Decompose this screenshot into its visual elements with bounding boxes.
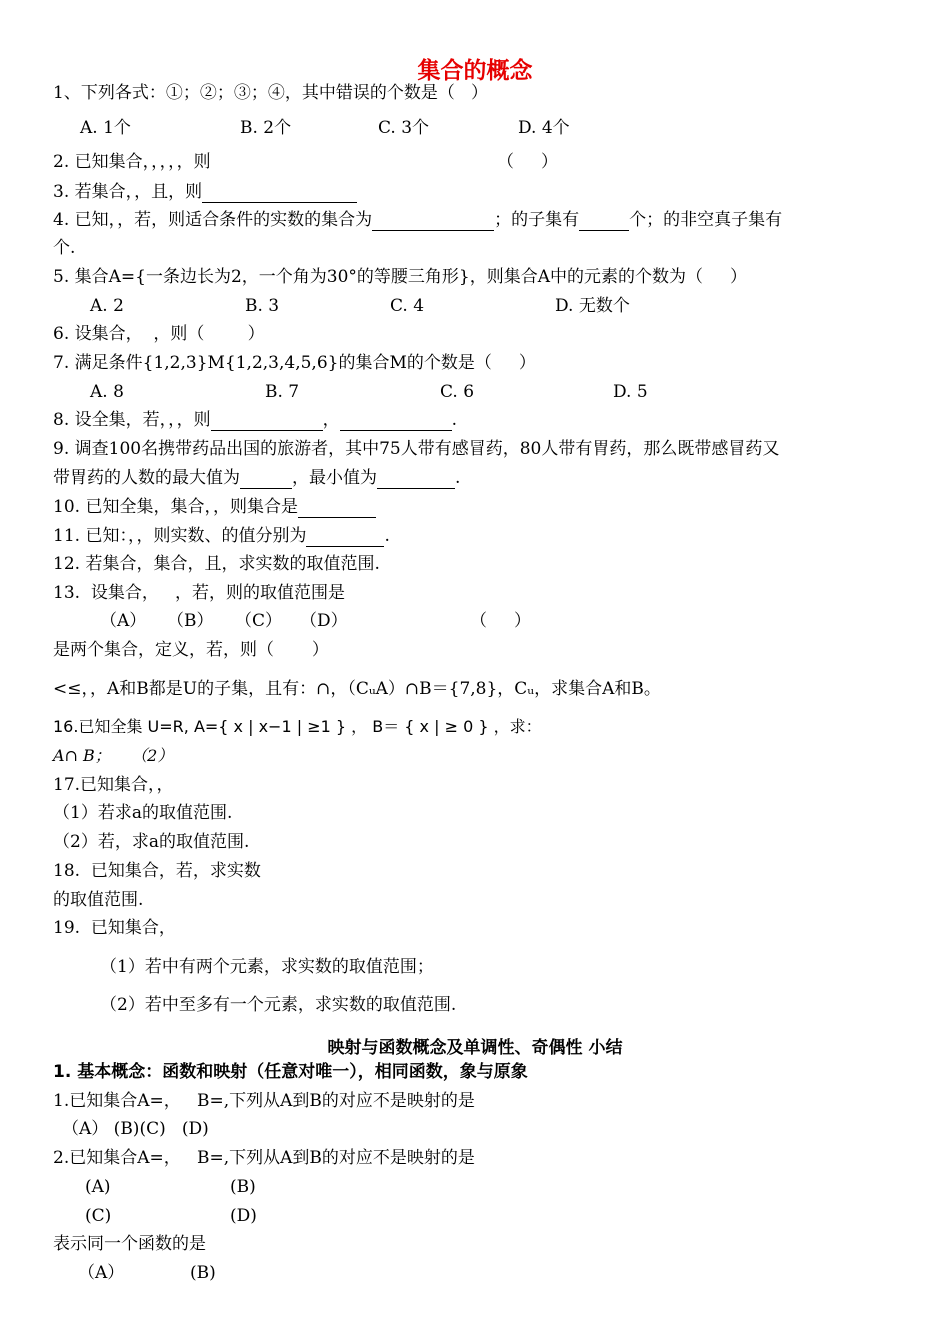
q7-option-b: B. 7 [265,382,300,402]
answer-blank [372,212,494,231]
problem-3: 表示同一个函数的是 [53,1234,206,1254]
problem-2-option-b: (B) [230,1177,256,1197]
question-11-text-a: 11. 已知：，，则实数、的值分别为 [53,526,307,546]
question-17-part-2: （2）若，求a的取值范围. [53,832,250,852]
question-17: 17.已知集合，， [53,775,174,795]
q13-option-d: （D） [300,611,348,631]
page-title: 集合的概念 [417,58,533,84]
question-19-part-1: （1）若中有两个元素，求实数的取值范围； [100,957,434,977]
question-10 [53,496,376,518]
question-1 [53,82,488,104]
question-3-text: 3. 若集合，，且，则 [53,182,203,202]
question-8-text-a: 8. 设全集，若，，，则 [53,410,211,430]
question-4-text-c: 个；的非空真子集有 [629,210,783,230]
question-8-text-c: . [451,410,458,430]
question-9-text-c: ，最小值为 [292,468,377,488]
question-9: 9. 调查100名携带药品出国的旅游者，其中75人带有感冒药，80人带有胃药，那么既带感冒药又 [53,439,780,459]
question-8 [53,409,457,431]
question-3 [53,181,357,203]
answer-blank [298,499,376,518]
question-16: 16.已知全集 U=R, A={ x | x−1 | ≥1 } ， B＝ { x | ≥ 0 } ，求： [53,717,542,736]
problem-3-option-a: （A） [78,1263,125,1283]
question-2: 2. 已知集合，，，，，则 [53,152,211,172]
answer-blank [202,184,357,203]
question-19-part-2: （2）若中至多有一个元素，求实数的取值范围. [100,995,457,1015]
question-1-text: 1、下列各式：①；②；③；④，其中错误的个数是（ ） [53,83,489,103]
question-18-cont: 的取值范围. [53,890,144,910]
q5-option-a: A. 2 [90,296,124,316]
problem-1: 1.已知集合A=， B=,下列从A到B的对应不是映射的是 [53,1091,475,1111]
q5-option-d: D. 无数个 [555,296,630,316]
q13-option-c: （C） [235,611,283,631]
question-7: 7. 满足条件{1,2,3}M{1,2,3,4,5,6}的集合M的个数是（ ） [53,353,536,373]
answer-blank [377,470,455,489]
problem-2-option-d: (D) [230,1206,257,1226]
q1-option-c: C. 3个 [378,118,430,138]
q5-option-b: B. 3 [245,296,280,316]
answer-blank [240,470,292,489]
answer-blank [306,528,384,547]
question-9-text-d: . [455,468,461,488]
question-11 [53,525,390,547]
question-4 [53,209,782,231]
q7-option-c: C. 6 [440,382,475,402]
q1-option-b: B. 2个 [240,118,292,138]
question-12: 12. 若集合，集合，且，求实数的取值范围. [53,554,380,574]
question-17-part-1: （1）若求a的取值范围. [53,803,233,823]
question-4-text-b: ；的子集有 [494,210,580,230]
q5-option-c: C. 4 [390,296,425,316]
answer-blank [579,212,629,231]
q13-option-b: （B） [167,611,214,631]
question-14: 是两个集合，定义，若，则（ ） [53,640,329,660]
q7-option-d: D. 5 [613,382,648,402]
question-16-cont: A∩ B； （2） [53,746,174,765]
section-heading-1: 1. 基本概念：函数和映射（任意对唯一），相同函数，象与原象 [53,1062,528,1082]
problem-2-option-a: (A) [85,1177,111,1197]
problem-2: 2.已知集合A=， B=,下列从A到B的对应不是映射的是 [53,1148,475,1168]
question-4-text-a: 4. 已知，，若，则适合条件的实数的集合为 [53,210,373,230]
question-5: 5. 集合A={一条边长为2，一个角为30°的等腰三角形}，则集合A中的元素的个数为（ ） [53,267,748,287]
question-13: 13. 设集合， ，若，则的取值范围是 [53,583,346,603]
problem-3-option-b: (B) [190,1263,216,1283]
question-11-text-b: . [384,526,390,546]
question-4-cont: 个. [53,238,76,258]
problem-2-option-c: (C) [85,1206,112,1226]
question-6: 6. 设集合， ，则（ ） [53,324,265,344]
question-9-cont [53,467,460,489]
q13-answer-paren: （ ） [470,611,532,631]
answer-blank [211,412,323,431]
question-19: 19. 已知集合， [53,918,176,938]
q2-answer-paren: （ ） [497,152,559,172]
q1-option-d: D. 4个 [518,118,570,138]
q13-option-a: （A） [100,611,147,631]
answer-blank [340,412,452,431]
q1-option-a: A. 1个 [80,118,131,138]
question-8-text-b: ， [322,410,340,430]
question-18: 18. 已知集合，若，求实数 [53,861,261,881]
question-15: <≤，，A和B都是U的子集，且有：∩，（CᵤA）∩B＝{7,8}，Cᵤ，求集合A和B。 [53,679,661,699]
question-10-text: 10. 已知全集，集合，，则集合是 [53,497,298,517]
problem-1-options: （A） (B)(C) (D) [62,1119,209,1139]
question-9-text-b: 带胃药的人数的最大值为 [53,468,240,488]
q7-option-a: A. 8 [90,382,124,402]
section-subtitle: 映射与函数概念及单调性、奇偶性 小结 [327,1038,623,1058]
